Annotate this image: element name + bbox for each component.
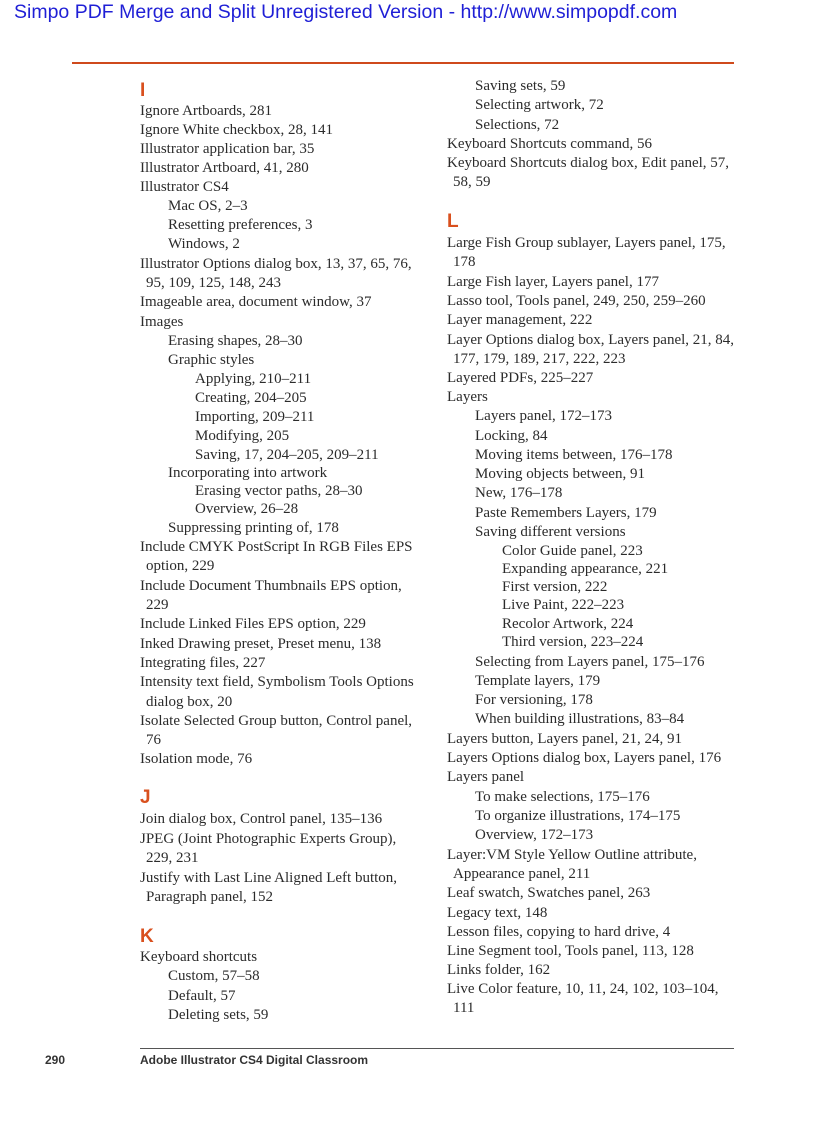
index-entry: Layers: [447, 389, 488, 405]
index-subsubentry: Color Guide panel, 223: [502, 543, 643, 559]
index-entry: Legacy text, 148: [447, 905, 548, 921]
index-entry: Images: [140, 314, 184, 330]
index-entry-continuation: Appearance panel, 211: [453, 866, 591, 882]
index-entry: Live Color feature, 10, 11, 24, 102, 103–104,: [447, 981, 719, 997]
index-subentry: Layers panel, 172–173: [475, 408, 613, 424]
index-subentry: Moving objects between, 91: [475, 466, 645, 482]
index-entry: Layers Options dialog box, Layers panel, 176: [447, 750, 722, 766]
index-entry: Leaf swatch, Swatches panel, 263: [447, 885, 651, 901]
index-subentry: Resetting preferences, 3: [168, 217, 313, 233]
index-entry-continuation: 95, 109, 125, 148, 243: [146, 275, 281, 291]
index-subsubentry: Applying, 210–211: [195, 371, 312, 387]
index-entry: Large Fish Group sublayer, Layers panel, 175,: [447, 235, 726, 251]
index-subentry: Deleting sets, 59: [168, 1007, 269, 1023]
index-subentry: Graphic styles: [168, 352, 255, 368]
index-entry: Illustrator application bar, 35: [140, 141, 315, 157]
index-entry-continuation: 178: [453, 254, 476, 270]
index-subentry: Selections, 72: [475, 117, 560, 133]
index-entry: Include CMYK PostScript In RGB Files EPS: [140, 539, 413, 555]
index-entry-continuation: option, 229: [146, 558, 215, 574]
index-entry: Justify with Last Line Aligned Left button,: [140, 870, 398, 886]
index-subentry: To make selections, 175–176: [475, 789, 650, 805]
page-number: 290: [45, 1053, 66, 1067]
index-subentry: Template layers, 179: [475, 673, 601, 689]
index-entry: Isolate Selected Group button, Control panel,: [140, 713, 413, 729]
index-subsubentry: Importing, 209–211: [195, 409, 315, 425]
index-subentry: New, 176–178: [475, 485, 563, 501]
index-subsubentry: Saving, 17, 204–205, 209–211: [195, 447, 379, 463]
index-entry: Illustrator CS4: [140, 179, 229, 195]
index-subsubentry: Erasing vector paths, 28–30: [195, 483, 363, 499]
index-subentry: Windows, 2: [168, 236, 240, 252]
index-subentry: Incorporating into artwork: [168, 465, 328, 481]
index-entry: Imageable area, document window, 37: [140, 294, 372, 310]
index-subsubentry: Expanding appearance, 221: [502, 561, 669, 577]
index-entry: Illustrator Artboard, 41, 280: [140, 160, 309, 176]
index-subsubentry: Modifying, 205: [195, 428, 290, 444]
index-entry-continuation: 76: [146, 732, 161, 748]
index-entry-continuation: 58, 59: [453, 174, 491, 190]
header-rule: [72, 62, 734, 64]
index-subsubentry: Creating, 204–205: [195, 390, 307, 406]
index-subentry: Moving items between, 176–178: [475, 447, 673, 463]
running-footer-title: Adobe Illustrator CS4 Digital Classroom: [140, 1053, 369, 1067]
index-subsubentry: First version, 222: [502, 579, 608, 595]
index-entry: Keyboard Shortcuts command, 56: [447, 136, 652, 152]
index-entry: Include Document Thumbnails EPS option,: [140, 578, 402, 594]
index-subentry: Mac OS, 2–3: [168, 198, 248, 214]
index-entry: Ignore Artboards, 281: [140, 103, 273, 119]
index-entry: Lesson files, copying to hard drive, 4: [447, 924, 671, 940]
index-entry: Isolation mode, 76: [140, 751, 253, 767]
index-subentry: For versioning, 178: [475, 692, 593, 708]
index-entry: JPEG (Joint Photographic Experts Group),: [140, 831, 397, 847]
index-entry: Layered PDFs, 225–227: [447, 370, 594, 386]
index-entry-continuation: dialog box, 20: [146, 694, 233, 710]
index-subentry: Erasing shapes, 28–30: [168, 333, 303, 349]
index-entry: Line Segment tool, Tools panel, 113, 128: [447, 943, 694, 959]
index-entry: Ignore White checkbox, 28, 141: [140, 122, 334, 138]
index-subentry: Suppressing printing of, 178: [168, 520, 339, 536]
index-subsubentry: Overview, 26–28: [195, 501, 299, 517]
index-entry: Inked Drawing preset, Preset menu, 138: [140, 636, 382, 652]
index-subentry: Selecting from Layers panel, 175–176: [475, 654, 705, 670]
index-subentry: To organize illustrations, 174–175: [475, 808, 681, 824]
index-entry-continuation: Paragraph panel, 152: [146, 889, 274, 905]
index-entry: Keyboard Shortcuts dialog box, Edit panel, 57,: [447, 155, 730, 171]
index-entry: Layer management, 222: [447, 312, 593, 328]
index-entry-continuation: 229: [146, 597, 169, 613]
index-entry-continuation: 177, 179, 189, 217, 222, 223: [453, 351, 626, 367]
index-entry: Join dialog box, Control panel, 135–136: [140, 811, 383, 827]
index-entry: Large Fish layer, Layers panel, 177: [447, 274, 659, 290]
section-letter-i: I: [140, 80, 146, 101]
index-entry: Include Linked Files EPS option, 229: [140, 616, 366, 632]
index-entry: Links folder, 162: [447, 962, 551, 978]
section-letter-k: K: [140, 926, 154, 947]
index-subentry: Locking, 84: [475, 428, 548, 444]
index-entry: Integrating files, 227: [140, 655, 266, 671]
index-entry: Illustrator Options dialog box, 13, 37, 65, 76,: [140, 256, 412, 272]
watermark-banner: Simpo PDF Merge and Split Unregistered Version - http://www.simpopdf.com: [14, 1, 678, 23]
footer-rule: [140, 1048, 734, 1049]
index-subentry: Selecting artwork, 72: [475, 97, 604, 113]
index-subentry: Custom, 57–58: [168, 968, 260, 984]
index-subentry: Saving sets, 59: [475, 78, 566, 94]
index-subentry: Saving different versions: [475, 524, 626, 540]
index-entry-continuation: 229, 231: [146, 850, 199, 866]
index-entry: Intensity text field, Symbolism Tools Options: [140, 674, 414, 690]
index-subsubentry: Live Paint, 222–223: [502, 597, 625, 613]
index-entry: Layer:VM Style Yellow Outline attribute,: [447, 847, 697, 863]
index-subentry: Default, 57: [168, 988, 236, 1004]
index-entry-continuation: 111: [453, 1000, 475, 1016]
index-entry: Lasso tool, Tools panel, 249, 250, 259–260: [447, 293, 706, 309]
index-entry: Layers panel: [447, 769, 525, 785]
index-subsubentry: Recolor Artwork, 224: [502, 616, 634, 632]
index-subentry: Paste Remembers Layers, 179: [475, 505, 657, 521]
index-subentry: When building illustrations, 83–84: [475, 711, 685, 727]
section-letter-j: J: [140, 787, 151, 808]
index-entry: Keyboard shortcuts: [140, 949, 258, 965]
index-subentry: Overview, 172–173: [475, 827, 594, 843]
index-entry: Layers button, Layers panel, 21, 24, 91: [447, 731, 682, 747]
index-subsubentry: Third version, 223–224: [502, 634, 644, 650]
section-letter-l: L: [447, 211, 459, 232]
index-entry: Layer Options dialog box, Layers panel, 21, 84,: [447, 332, 735, 348]
